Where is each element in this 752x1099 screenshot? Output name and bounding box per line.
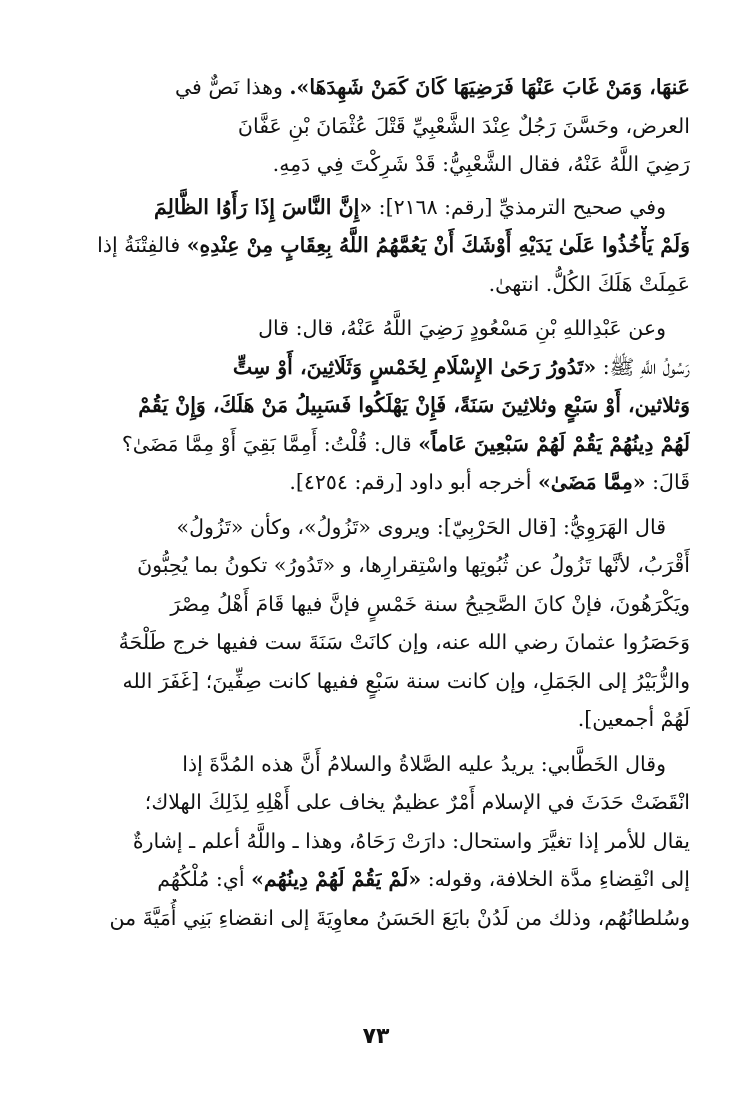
paragraph bbox=[62, 508, 690, 739]
text-line bbox=[62, 508, 690, 547]
text-line bbox=[62, 265, 690, 304]
text-segment: لَهُمْ أجمعين]. bbox=[577, 707, 690, 731]
text-line bbox=[62, 623, 690, 662]
text-segment: وفي صحيح الترمذيِّ [رقم: ٢١٦٨]: bbox=[372, 194, 666, 219]
text-line bbox=[62, 107, 690, 146]
text-segment: فالفِتْنَةُ إذا bbox=[97, 233, 187, 257]
text-line bbox=[62, 68, 690, 107]
paragraph bbox=[62, 68, 690, 184]
hadith-quote: «مِمَّا مَضَىٰ» bbox=[537, 470, 646, 494]
text-line bbox=[62, 585, 690, 624]
text-segment: يقال للأمر إذا تغيَّرَ واستحال: دارَتْ رَحَاهُ، وهذا ـ واللَّهُ أعلم ـ إشارةٌ bbox=[132, 828, 690, 853]
text-line bbox=[62, 348, 690, 387]
body-text bbox=[62, 68, 690, 937]
text-line bbox=[62, 783, 690, 822]
text-segment: عَمِلَتْ هَلَكَ الكُلُّ. انتهىٰ. bbox=[488, 271, 690, 296]
text-line bbox=[62, 463, 690, 502]
text-segment: رَضِيَ اللَّهُ عَنْهُ، فقال الشَّعْبِيُّ: قَدْ شَرِكْتَ فِي دَمِهِ. bbox=[272, 152, 690, 176]
text-line bbox=[62, 546, 690, 585]
hadith-quote: وَثلاثين، أَوْ سَبْعٍ وثلاثِينَ سَنَةً، فَإِنْ يَهْلَكُوا فَسَبِيلُ مَنْ هَلَكَ، وَإِنْ يَقُمْ bbox=[138, 393, 690, 417]
text-segment: وسُلطانُهُم، وذلك من لَدُنْ بايَعَ الحَسَنُ معاوِيَةَ إلى انقضاءِ بَنِي أُمَيَّةَ من bbox=[109, 905, 690, 930]
text-line bbox=[62, 425, 690, 464]
page-number: ٧٣ bbox=[362, 1024, 390, 1049]
text-line bbox=[62, 899, 690, 938]
text-segment: انْقَضَتْ حَدَثَ في الإسلام أَمْرٌ عظيمٌ يخاف على أَهْلِهِ لِذَلِكَ الهلاك؛ bbox=[144, 790, 690, 814]
text-segment: أَقْرَبُ، لأنَّها تَزُولُ عن ثُبُوتِها واسْتِقرارِها، و «تَدُورُ» تكونُ بما يُحِبُّونَ bbox=[137, 553, 690, 577]
text-segment: أي: مُلْكُهُم bbox=[157, 867, 252, 891]
text-line bbox=[62, 226, 690, 265]
text-segment: وَحَصَرُوا عثمانَ رضي الله عنه، وإن كانَتْ سَنَةَ ست ففيها خرج طَلْحَةُ bbox=[118, 630, 690, 654]
text-segment: والزُّبَيْرُ إلى الجَمَلِ، وإن كانت سنة سَبْعٍ ففيها كانت صِفِّينَ؛ [غَفَرَ الله bbox=[122, 668, 690, 693]
text-line bbox=[62, 188, 690, 227]
text-segment: وقال الخَطَّابي: يريدُ عليه الصَّلاةُ والسلامُ أَنَّ هذه المُدَّةَ إذا bbox=[182, 751, 666, 776]
text-line bbox=[62, 145, 690, 184]
hadith-quote: «لَمْ يَقُمْ لَهُمْ دِينُهُم» bbox=[251, 867, 422, 891]
hadith-quote: «إِنَّ النَّاسَ إِذَا رَأَوُا الظَّالِمَ bbox=[154, 194, 373, 219]
text-segment: أخرجه أبو داود [رقم: ٤٢٥٤]. bbox=[289, 470, 538, 494]
text-segment: قال الهَرَوِيُّ: [قال الحَرْبِيّ]: ويروى «تَزُولُ»، وكأن «تَزُولُ» bbox=[176, 514, 666, 539]
text-line bbox=[62, 700, 690, 739]
hadith-quote: عَنهَا، وَمَنْ غَابَ عَنْهَا فَرَضِيَهَا كَانَ كَمَنْ شَهِدَهَا». bbox=[289, 75, 690, 99]
text-line bbox=[62, 386, 690, 425]
text-line bbox=[62, 860, 690, 899]
text-segment: إلى انْقِضاءِ مدَّة الخلافة، وقوله: bbox=[421, 867, 690, 891]
text-line bbox=[62, 309, 690, 348]
hadith-quote: وَلَمْ يَأْخُذُوا عَلَىٰ يَدَيْهِ أَوْشَكَ أَنْ يَعُمَّهُمُ اللَّهُ بِعِقَابٍ مِنْ عِنْدِهِ» bbox=[186, 233, 690, 257]
hadith-quote: «تَدُورُ رَحَىٰ الإِسْلَامِ لِخَمْسٍ وَثَلَاثِينَ، أَوْ سِتٍّ bbox=[232, 354, 597, 379]
text-segment: قال: قُلْتُ: أَمِمَّا بَقِيَ أَوْ مِمَّا مَضَىٰ؟ bbox=[121, 431, 419, 456]
paragraph bbox=[62, 188, 690, 304]
text-segment: وهذا نَصٌّ في bbox=[174, 75, 290, 99]
paragraph bbox=[62, 745, 690, 938]
text-segment: العرض، وحَسَّنَ رَجُلٌ عِنْدَ الشَّعْبِيِّ قَتْلَ عُثْمَانَ بْنِ عَفَّانَ bbox=[237, 113, 690, 138]
text-segment: قَالَ: bbox=[645, 470, 690, 494]
text-segment: وعن عَبْدِاللهِ بْنِ مَسْعُودٍ رَضِيَ اللَّهُ عَنْهُ، قال: قال bbox=[258, 316, 666, 340]
hadith-quote: لَهُمْ دِينُهُمْ يَقُمْ لَهُمْ سَبْعِينَ عَاماً» bbox=[418, 431, 690, 456]
paragraph bbox=[62, 309, 690, 502]
text-line bbox=[62, 662, 690, 701]
text-line bbox=[62, 822, 690, 861]
text-segment: رَسُولُ اللَّهِ ﷺ: bbox=[596, 354, 690, 379]
text-line bbox=[62, 745, 690, 784]
text-segment: ويَكْرَهُونَ، فإنْ كانَ الصَّحِيحُ سنة خَمْسٍ فإنَّ فيها قَامَ أَهْلُ مِصْرَ bbox=[170, 591, 690, 616]
